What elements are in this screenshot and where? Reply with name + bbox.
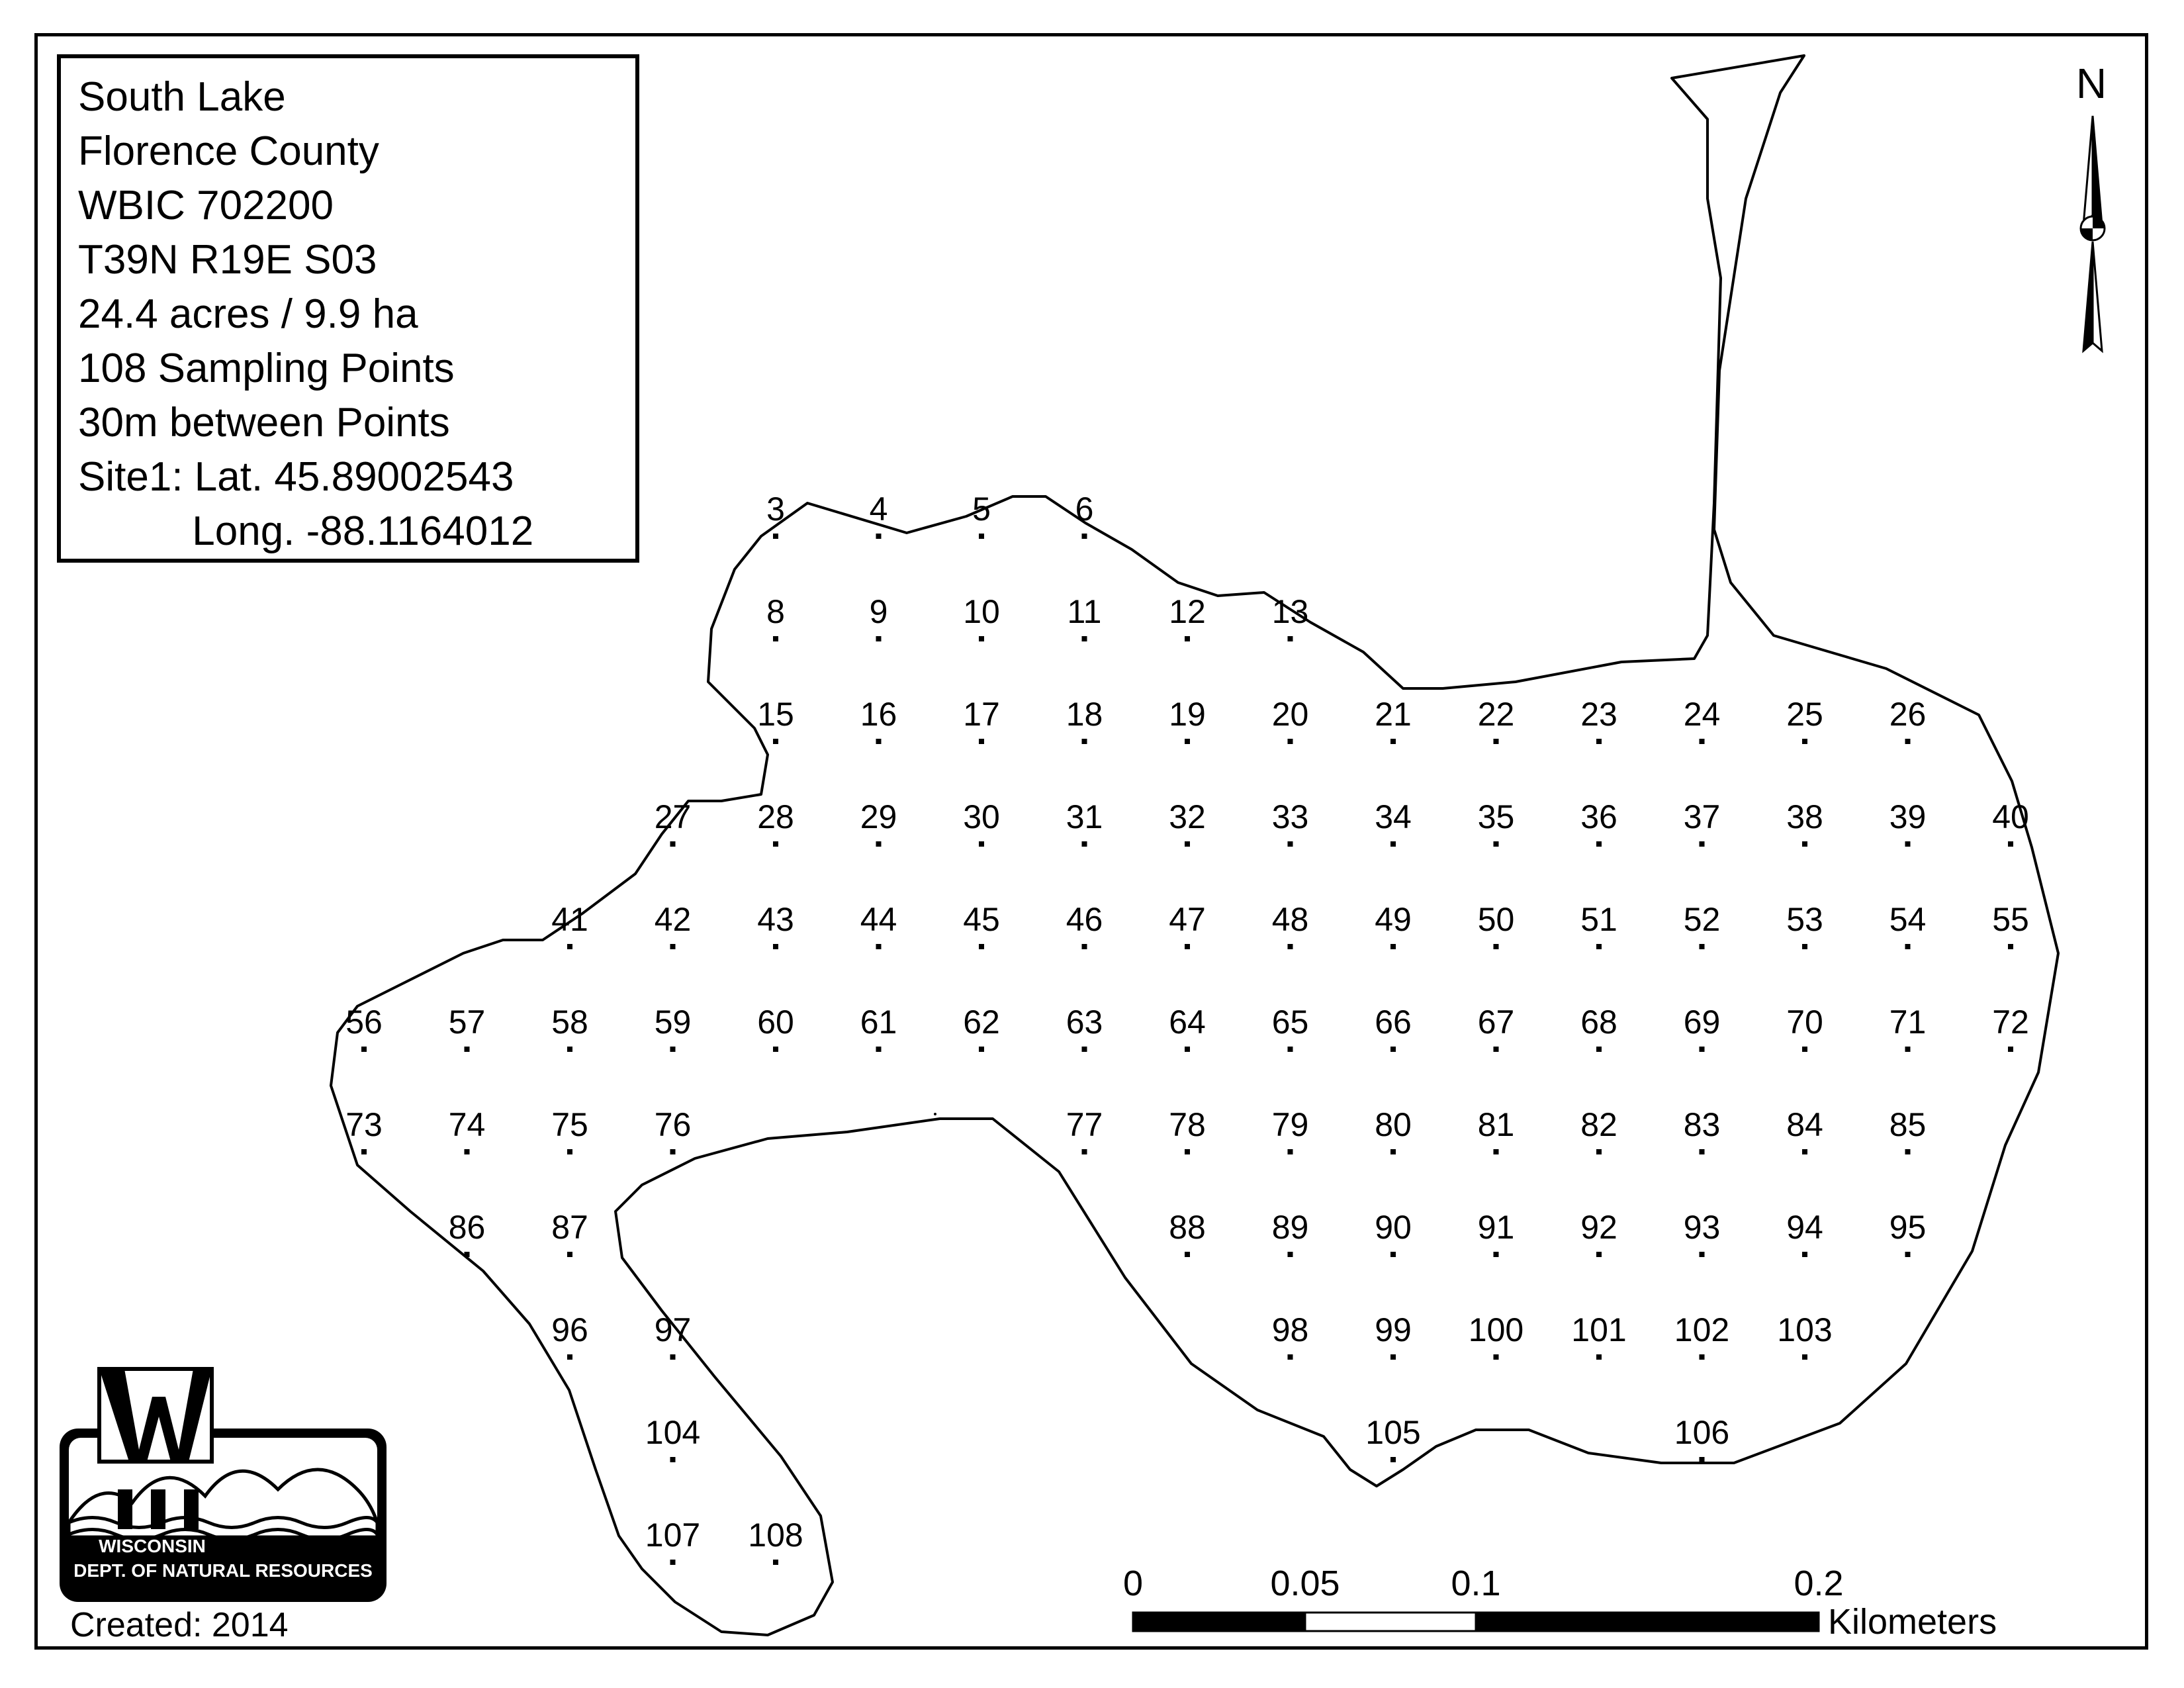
sampling-point-marker — [567, 1149, 572, 1154]
sampling-point-marker — [1596, 739, 1602, 744]
sampling-point-marker — [1494, 1252, 1499, 1257]
sampling-point-label: 72 — [1992, 1004, 2029, 1041]
island-dot — [934, 1113, 936, 1115]
sampling-point-marker — [1390, 739, 1396, 744]
sampling-point-marker — [361, 1149, 367, 1154]
info-site1-long: Long. -88.1164012 — [78, 508, 534, 554]
sampling-point-label: 87 — [551, 1209, 588, 1246]
sampling-point-marker — [1288, 1047, 1293, 1052]
sampling-point-label: 74 — [448, 1106, 486, 1143]
sampling-point-marker — [1082, 1047, 1087, 1052]
sampling-point-label: 8 — [766, 593, 785, 630]
sampling-point-marker — [876, 944, 882, 949]
sampling-point-marker — [670, 944, 676, 949]
sampling-point-label: 9 — [869, 593, 888, 630]
info-county: Florence County — [78, 128, 379, 174]
sampling-point-label: 22 — [1477, 696, 1515, 733]
sampling-point-marker — [1082, 841, 1087, 847]
sampling-point-label: 10 — [963, 593, 1000, 630]
sampling-point-marker — [1390, 1047, 1396, 1052]
sampling-point-label: 37 — [1683, 798, 1721, 835]
sampling-point-marker — [1700, 1457, 1705, 1462]
sampling-point-label: 18 — [1066, 696, 1103, 733]
info-site1-lat: Site1: Lat. 45.89002543 — [78, 454, 514, 500]
sampling-point-marker — [876, 1047, 882, 1052]
sampling-point-marker — [1700, 1354, 1705, 1360]
sampling-point-label: 70 — [1786, 1004, 1823, 1041]
scale-tick-005: 0.05 — [1270, 1564, 1340, 1603]
sampling-point-marker — [1288, 636, 1293, 641]
sampling-point-label: 39 — [1889, 798, 1927, 835]
sampling-point-label: 79 — [1271, 1106, 1309, 1143]
sampling-point-label: 61 — [860, 1004, 897, 1041]
sampling-point-marker — [1288, 1354, 1293, 1360]
sampling-point-marker — [1905, 1149, 1911, 1154]
sampling-point-label: 19 — [1169, 696, 1206, 733]
sampling-point-label: 41 — [551, 901, 588, 938]
sampling-point-label: 55 — [1992, 901, 2029, 938]
sampling-point-marker — [567, 1047, 572, 1052]
sampling-point-label: 20 — [1271, 696, 1309, 733]
scale-tick-01: 0.1 — [1451, 1564, 1501, 1603]
sampling-point-label: 47 — [1169, 901, 1206, 938]
info-wbic: WBIC 702200 — [78, 183, 334, 228]
sampling-point-label: 3 — [766, 491, 785, 528]
sampling-point-label: 101 — [1571, 1311, 1627, 1348]
sampling-point-marker — [1185, 944, 1190, 949]
sampling-point-marker — [1288, 841, 1293, 847]
sampling-point-label: 23 — [1580, 696, 1617, 733]
sampling-point-marker — [979, 636, 984, 641]
sampling-point-marker — [1494, 1149, 1499, 1154]
sampling-point-marker — [773, 841, 778, 847]
sampling-point-label: 104 — [645, 1414, 701, 1451]
sampling-point-label: 68 — [1580, 1004, 1617, 1041]
sampling-point-marker — [1802, 1149, 1807, 1154]
logo-line-2: DEPT. OF NATURAL RESOURCES — [73, 1560, 373, 1581]
sampling-point-label: 21 — [1375, 696, 1412, 733]
sampling-point-label: 76 — [654, 1106, 692, 1143]
sampling-point-marker — [1185, 739, 1190, 744]
sampling-point-label: 57 — [448, 1004, 486, 1041]
sampling-point-label: 93 — [1683, 1209, 1721, 1246]
sampling-point-label: 82 — [1580, 1106, 1617, 1143]
sampling-point-label: 13 — [1271, 593, 1309, 630]
logo-line-1: WISCONSIN — [99, 1536, 206, 1556]
sampling-point-label: 81 — [1477, 1106, 1515, 1143]
sampling-point-label: 77 — [1066, 1106, 1103, 1143]
scale-unit: Kilometers — [1828, 1602, 1997, 1642]
sampling-point-marker — [1390, 1149, 1396, 1154]
sampling-point-label: 65 — [1271, 1004, 1309, 1041]
sampling-point-label: 51 — [1580, 901, 1617, 938]
sampling-point-marker — [1185, 1047, 1190, 1052]
scale-tick-0: 0 — [1122, 1564, 1144, 1603]
sampling-point-label: 94 — [1786, 1209, 1823, 1246]
sampling-point-label: 108 — [748, 1517, 803, 1554]
sampling-point-label: 31 — [1066, 798, 1103, 835]
sampling-point-marker — [1390, 1252, 1396, 1257]
sampling-point-marker — [1494, 739, 1499, 744]
sampling-point-marker — [1700, 739, 1705, 744]
sampling-point-label: 85 — [1889, 1106, 1927, 1143]
sampling-point-marker — [670, 1457, 676, 1462]
sampling-point-marker — [876, 739, 882, 744]
sampling-point-marker — [979, 841, 984, 847]
sampling-point-label: 73 — [345, 1106, 383, 1143]
sampling-point-marker — [1700, 944, 1705, 949]
sampling-point-marker — [1802, 841, 1807, 847]
sampling-point-label: 36 — [1580, 798, 1617, 835]
sampling-point-marker — [1905, 1047, 1911, 1052]
sampling-point-label: 86 — [448, 1209, 486, 1246]
sampling-point-label: 60 — [757, 1004, 794, 1041]
sampling-point-marker — [670, 1149, 676, 1154]
sampling-point-marker — [1185, 1149, 1190, 1154]
sampling-point-label: 66 — [1375, 1004, 1412, 1041]
sampling-point-marker — [1288, 739, 1293, 744]
info-spacing: 30m between Points — [78, 400, 450, 445]
sampling-point-label: 25 — [1786, 696, 1823, 733]
sampling-point-marker — [773, 1560, 778, 1565]
sampling-point-marker — [773, 1047, 778, 1052]
sampling-point-label: 24 — [1683, 696, 1721, 733]
sampling-point-label: 49 — [1375, 901, 1412, 938]
sampling-point-marker — [1802, 944, 1807, 949]
sampling-point-marker — [773, 739, 778, 744]
sampling-point-label: 28 — [757, 798, 794, 835]
sampling-point-label: 30 — [963, 798, 1000, 835]
sampling-point-label: 52 — [1683, 901, 1721, 938]
sampling-point-label: 69 — [1683, 1004, 1721, 1041]
sampling-point-label: 5 — [972, 491, 991, 528]
sampling-point-label: 83 — [1683, 1106, 1721, 1143]
sampling-point-marker — [1596, 1047, 1602, 1052]
sampling-point-marker — [773, 636, 778, 641]
sampling-point-label: 17 — [963, 696, 1000, 733]
sampling-point-label: 54 — [1889, 901, 1927, 938]
sampling-point-label: 59 — [654, 1004, 692, 1041]
sampling-point-label: 44 — [860, 901, 897, 938]
sampling-point-marker — [1802, 1252, 1807, 1257]
sampling-point-marker — [1905, 739, 1911, 744]
sampling-point-marker — [979, 944, 984, 949]
sampling-point-marker — [2008, 1047, 2013, 1052]
sampling-point-label: 42 — [654, 901, 692, 938]
sampling-point-marker — [1802, 1047, 1807, 1052]
sampling-point-marker — [1390, 841, 1396, 847]
sampling-point-label: 67 — [1477, 1004, 1515, 1041]
sampling-point-marker — [567, 1354, 572, 1360]
sampling-point-label: 4 — [869, 491, 888, 528]
sampling-point-marker — [1082, 1149, 1087, 1154]
sampling-point-marker — [1288, 1252, 1293, 1257]
sampling-point-label: 91 — [1477, 1209, 1515, 1246]
sampling-point-label: 63 — [1066, 1004, 1103, 1041]
sampling-point-label: 38 — [1786, 798, 1823, 835]
sampling-point-marker — [1700, 841, 1705, 847]
sampling-point-marker — [1185, 636, 1190, 641]
sampling-point-label: 99 — [1375, 1311, 1412, 1348]
sampling-point-label: 26 — [1889, 696, 1927, 733]
sampling-point-marker — [1390, 1457, 1396, 1462]
sampling-point-marker — [1802, 739, 1807, 744]
sampling-point-label: 16 — [860, 696, 897, 733]
sampling-point-marker — [1494, 1354, 1499, 1360]
sampling-point-label: 29 — [860, 798, 897, 835]
sampling-point-marker — [1700, 1149, 1705, 1154]
sampling-point-label: 84 — [1786, 1106, 1823, 1143]
sampling-point-marker — [1082, 944, 1087, 949]
sampling-point-label: 32 — [1169, 798, 1206, 835]
sampling-point-marker — [1082, 739, 1087, 744]
sampling-point-marker — [1596, 1354, 1602, 1360]
sampling-point-marker — [670, 841, 676, 847]
sampling-point-label: 80 — [1375, 1106, 1412, 1143]
sampling-point-label: 34 — [1375, 798, 1412, 835]
sampling-point-label: 107 — [645, 1517, 701, 1554]
sampling-point-marker — [2008, 841, 2013, 847]
sampling-point-label: 15 — [757, 696, 794, 733]
sampling-point-marker — [465, 1149, 470, 1154]
sampling-point-marker — [567, 944, 572, 949]
sampling-point-marker — [979, 534, 984, 539]
sampling-point-marker — [2008, 944, 2013, 949]
sampling-point-marker — [670, 1354, 676, 1360]
sampling-point-label: 50 — [1477, 901, 1515, 938]
sampling-point-label: 102 — [1674, 1311, 1730, 1348]
sampling-point-marker — [1596, 841, 1602, 847]
sampling-point-marker — [1494, 841, 1499, 847]
info-lake-name: South Lake — [78, 74, 286, 120]
sampling-point-marker — [1802, 1354, 1807, 1360]
sampling-point-marker — [1596, 944, 1602, 949]
sampling-point-label: 45 — [963, 901, 1000, 938]
sampling-point-label: 64 — [1169, 1004, 1206, 1041]
sampling-point-marker — [670, 1560, 676, 1565]
sampling-point-marker — [1390, 1354, 1396, 1360]
sampling-point-marker — [979, 1047, 984, 1052]
sampling-point-marker — [1185, 841, 1190, 847]
sampling-point-marker — [361, 1047, 367, 1052]
sampling-point-marker — [1082, 636, 1087, 641]
wisconsin-dnr-logo-icon — [60, 1369, 387, 1602]
sampling-point-label: 90 — [1375, 1209, 1412, 1246]
sampling-point-label: 58 — [551, 1004, 588, 1041]
sampling-point-label: 97 — [654, 1311, 692, 1348]
sampling-point-label: 53 — [1786, 901, 1823, 938]
sampling-point-marker — [1596, 1252, 1602, 1257]
sampling-point-marker — [465, 1252, 470, 1257]
sampling-point-marker — [1288, 944, 1293, 949]
map-info-box — [57, 54, 639, 563]
sampling-point-label: 106 — [1674, 1414, 1730, 1451]
sampling-point-label: 62 — [963, 1004, 1000, 1041]
sampling-point-label: 96 — [551, 1311, 588, 1348]
sampling-point-marker — [1185, 1252, 1190, 1257]
info-area: 24.4 acres / 9.9 ha — [78, 291, 418, 337]
sampling-point-label: 27 — [654, 798, 692, 835]
sampling-point-marker — [1905, 841, 1911, 847]
sampling-point-marker — [773, 534, 778, 539]
sampling-point-label: 98 — [1271, 1311, 1309, 1348]
sampling-point-label: 75 — [551, 1106, 588, 1143]
sampling-point-label: 88 — [1169, 1209, 1206, 1246]
sampling-point-label: 100 — [1468, 1311, 1524, 1348]
sampling-point-marker — [465, 1047, 470, 1052]
north-label: N — [2075, 60, 2107, 107]
sampling-point-marker — [876, 636, 882, 641]
sampling-point-label: 105 — [1365, 1414, 1421, 1451]
sampling-point-label: 78 — [1169, 1106, 1206, 1143]
sampling-point-label: 92 — [1580, 1209, 1617, 1246]
sampling-point-marker — [1082, 534, 1087, 539]
scale-bar — [1123, 1564, 1997, 1642]
sampling-point-marker — [1700, 1047, 1705, 1052]
sampling-point-marker — [567, 1252, 572, 1257]
info-point-count: 108 Sampling Points — [78, 346, 455, 391]
sampling-point-label: 12 — [1169, 593, 1206, 630]
sampling-point-marker — [1905, 1252, 1911, 1257]
sampling-point-marker — [979, 739, 984, 744]
sampling-point-label: 46 — [1066, 901, 1103, 938]
sampling-point-marker — [773, 944, 778, 949]
sampling-point-marker — [1494, 944, 1499, 949]
sampling-point-label: 33 — [1271, 798, 1309, 835]
sampling-point-label: 48 — [1271, 901, 1309, 938]
sampling-point-marker — [1390, 944, 1396, 949]
sampling-point-marker — [876, 534, 882, 539]
sampling-point-label: 43 — [757, 901, 794, 938]
info-plss: T39N R19E S03 — [78, 237, 377, 283]
scale-tick-02: 0.2 — [1794, 1564, 1844, 1603]
north-arrow-icon — [2076, 60, 2107, 351]
sampling-point-label: 11 — [1067, 593, 1102, 630]
sampling-point-label: 89 — [1271, 1209, 1309, 1246]
sampling-point-label: 56 — [345, 1004, 383, 1041]
sampling-point-label: 71 — [1889, 1004, 1927, 1041]
sampling-point-label: 95 — [1889, 1209, 1927, 1246]
sampling-point-label: 103 — [1777, 1311, 1833, 1348]
sampling-point-label: 6 — [1075, 491, 1094, 528]
sampling-point-marker — [1700, 1252, 1705, 1257]
sampling-point-marker — [1288, 1149, 1293, 1154]
sampling-point-marker — [1596, 1149, 1602, 1154]
sampling-point-marker — [1905, 944, 1911, 949]
sampling-point-marker — [670, 1047, 676, 1052]
sampling-point-marker — [876, 841, 882, 847]
sampling-point-label: 35 — [1477, 798, 1515, 835]
created-date: Created: 2014 — [70, 1606, 289, 1644]
sampling-point-marker — [1494, 1047, 1499, 1052]
sampling-point-label: 40 — [1992, 798, 2029, 835]
